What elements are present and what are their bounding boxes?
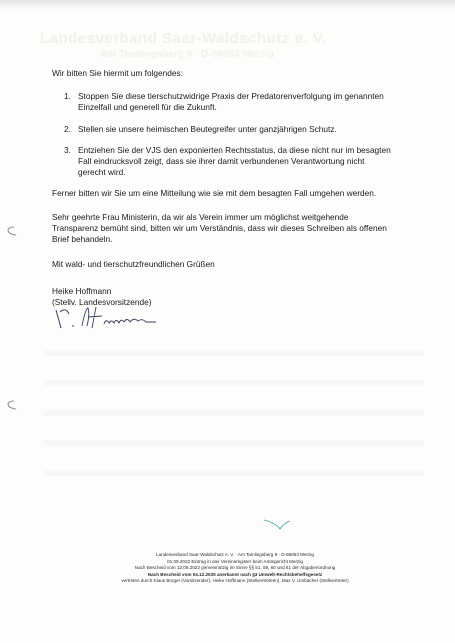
footer-recognition: Nach Bescheid vom 04.12.2025 anerkannt nach §3 Umwelt-Rechtsbehelfsgesetz — [147, 571, 323, 577]
bleed-through — [44, 410, 424, 416]
footer-registry: 01.09.2022 Eintrag in das Vereinsregister beim Amtsgericht Merzig — [167, 558, 303, 564]
handwritten-signature — [52, 304, 162, 332]
request-number: 2. — [64, 123, 71, 134]
request-number: 3. — [64, 144, 71, 155]
signer-role: (Stellv. Landesvorsitzende) — [52, 297, 152, 308]
bleed-through — [44, 350, 424, 356]
watermark-title: Landesverband Saar-Waldschutz e. V. — [40, 30, 327, 47]
closing-line: Mit wald- und tierschutzfreundlichen Grüßen — [52, 259, 215, 270]
footer-charity-status: Nach Bescheid vom 13.09.2022 gemeinnützig im Sinne §§ 51, 59, 60 und 61 der Abgabenordnung — [134, 565, 336, 571]
request-item — [52, 91, 392, 113]
request-number: 1. — [64, 91, 71, 102]
signer-name: Heike Hoffmann — [52, 286, 112, 296]
footer-address: Landesverband Saar-Waldschutz e. V. · Am Tamlingsberg 9 · D-66663 Merzig — [156, 552, 314, 557]
bleed-through — [44, 470, 424, 476]
bleed-through — [44, 380, 424, 386]
request-list — [52, 91, 392, 178]
pen-tick-mark — [262, 517, 292, 531]
paragraph-transparency: Sehr geehrte Frau Ministerin, da wir als Verein immer um möglichst weitgehende Transparenz bemüht sind, bitten wir um Verständnis, dass wir dieses Schreiben als offenen Brief behandeln. — [52, 211, 387, 245]
request-text: Entziehen Sie der VJS den exponierten Rechtsstatus, da diese nicht nur im besagten Fall eindrucksvoll zeigt, dass sie ihrer damit verbundenen Verantwortung nicht gerecht wird. — [78, 144, 391, 178]
request-text: Stoppen Sie diese tierschutzwidrige Praxis der Predatorenverfolgung im genannten Einzelfall und generell für die Zukunft. — [78, 91, 384, 113]
request-item — [52, 145, 392, 179]
letterhead-watermark — [40, 30, 430, 60]
intro-line: Wir bitten Sie hiermit um folgendes: — [52, 68, 183, 78]
footer-representatives: vertreten durch Klaus Borger (Vorsitzender), Heike Hoffmann (Stellvertreterin), Max V. Umbacher (Stellvertreter) — [121, 578, 349, 584]
letter-footer — [60, 552, 410, 585]
request-text: Stellen sie unsere heimischen Beutegreifer unter ganzjährigen Schutz. — [78, 123, 337, 134]
punch-mark-icon — [6, 226, 18, 236]
letter-body — [52, 68, 392, 282]
bleed-through — [44, 440, 424, 446]
paragraph-followup: Ferner bitten wir Sie um eine Mitteilung wie sie mit dem besagten Fall umgehen werden. — [52, 188, 377, 199]
punch-mark-icon — [6, 400, 18, 410]
scan-edge-shadow — [0, 0, 455, 10]
request-item — [52, 124, 392, 135]
watermark-subtitle: Am Tamlingsberg 9 · D-66663 Merzig — [100, 49, 274, 60]
